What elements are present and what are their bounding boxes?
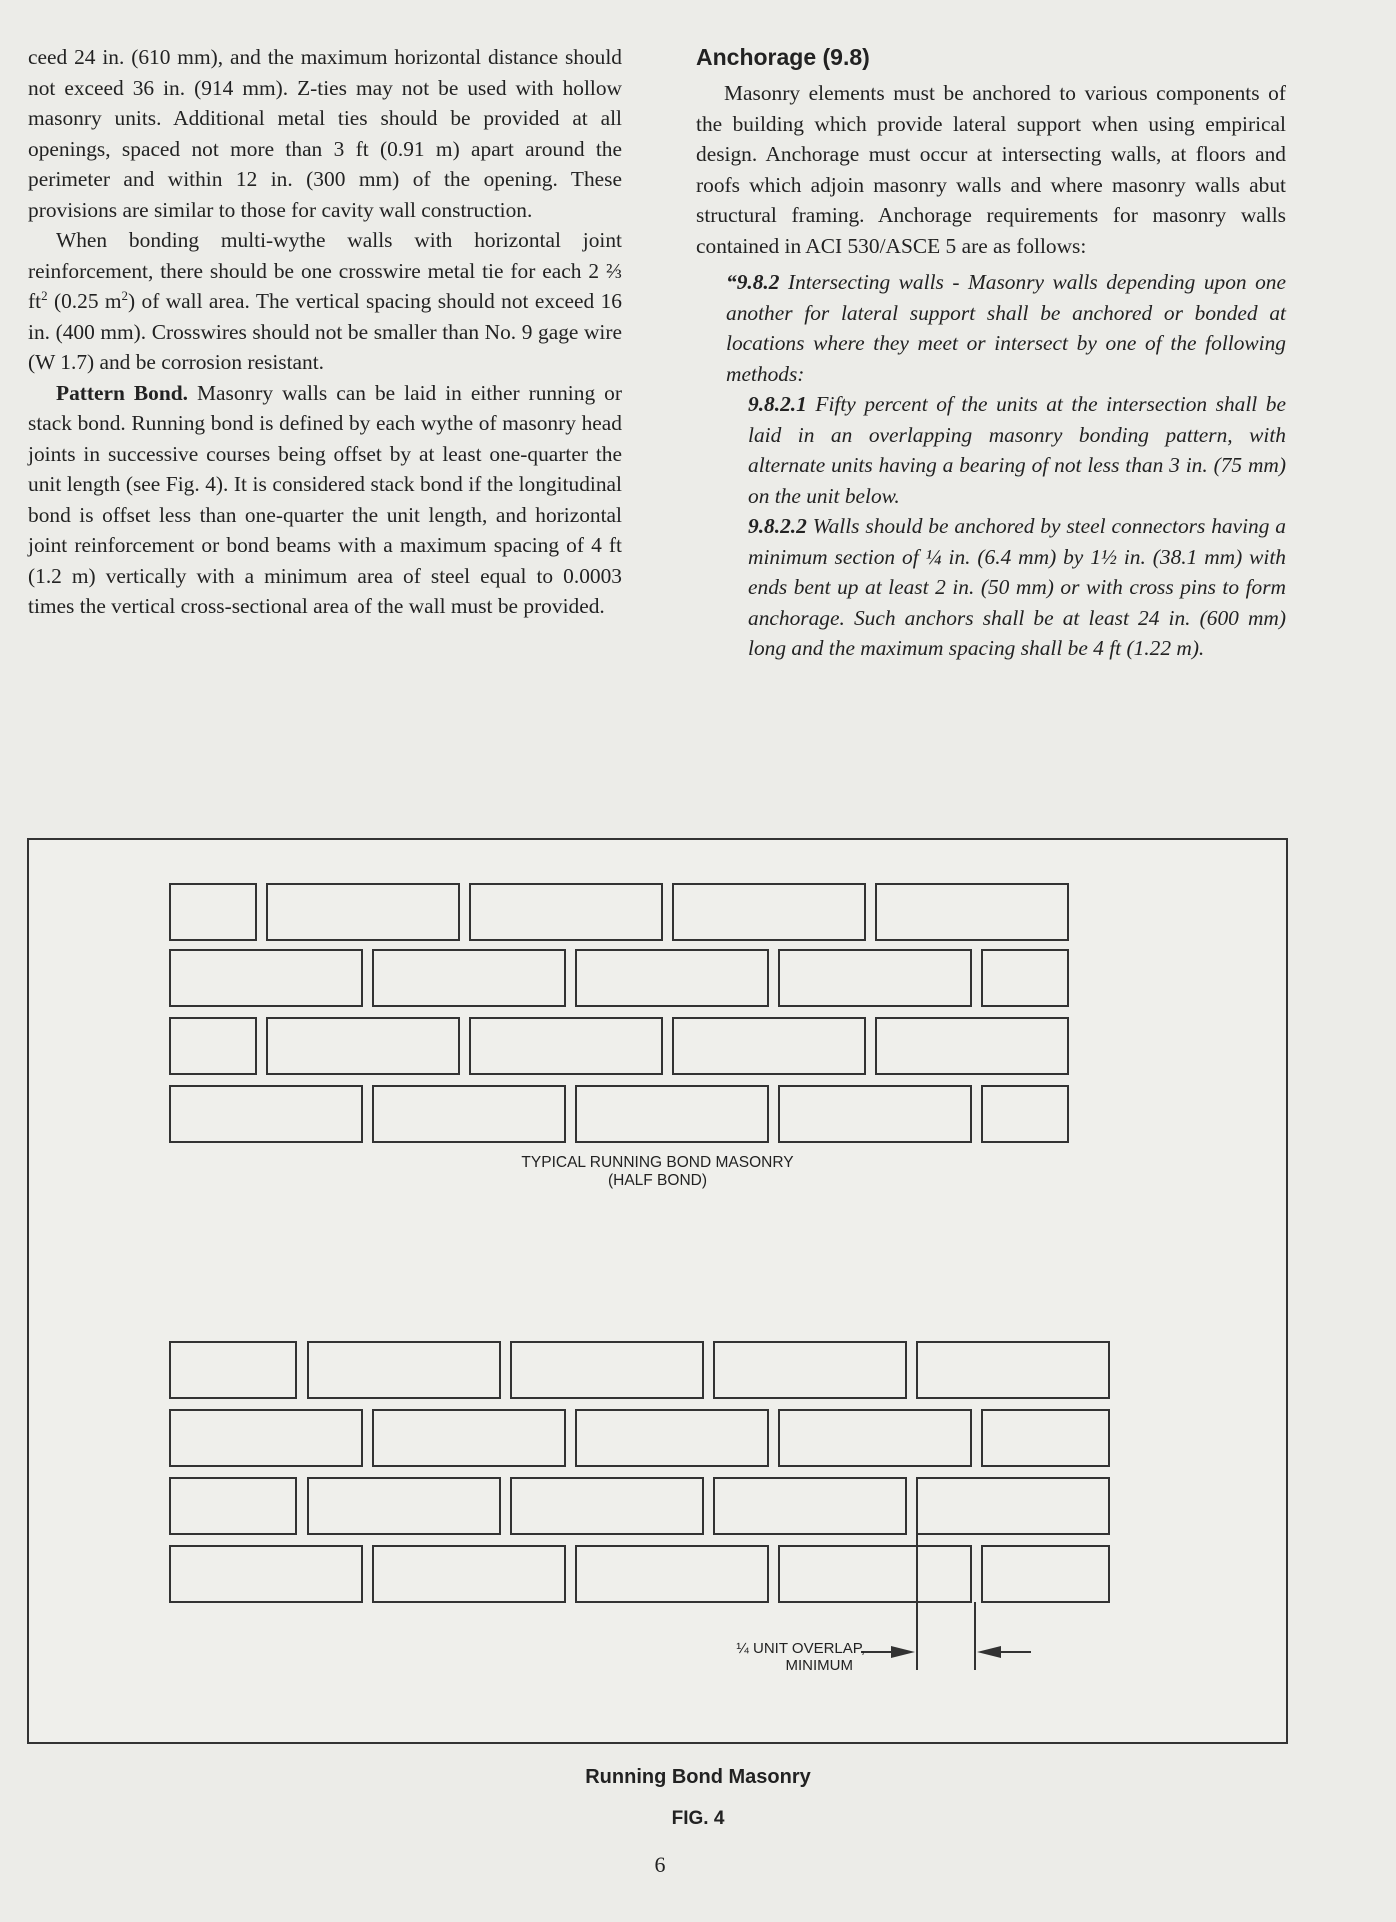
figure-title: Running Bond Masonry: [585, 1766, 811, 1788]
figure-caption-top: TYPICAL RUNNING BOND MASONRY (HALF BOND): [521, 1154, 794, 1189]
run-in-heading: Pattern Bond.: [56, 380, 189, 405]
page-number: 6: [654, 1852, 666, 1877]
figure-frame: [27, 838, 1288, 1744]
right-column: [696, 42, 1286, 664]
figure-label: FIG. 4: [671, 1808, 725, 1829]
paragraph-joint-reinforcement: When bonding multi-wythe walls with horizontal joint reinforcement, there should be one crosswire metal tie for each 2 ⅔ $ft^2$ (0.25 $m^2$) of wall area. The vertical spacing should not exceed 16 in. (400 mm). Crosswires should not be smaller than No. 9 gage wire (W 1.7) and be corrosion resistant.: [28, 228, 622, 374]
quote-9-8-2-1: 9.8.2.1 Fifty percent of the units at the intersection shall be laid in an overlapping masonry bonding pattern, with alternate units having a bearing of not less than 3 in. (75 mm) on the unit below.: [748, 392, 1286, 508]
paragraph-anchorage: Masonry elements must be anchored to various components of the building which provide lateral support when using empirical design. Anchorage must occur at intersecting walls, at floors and roofs which adjoin masonry walls and where masonry walls abut structural framing. Anchorage requirements for masonry walls contained in ACI 530/ASCE 5 are as follows:: [696, 81, 1286, 258]
paragraph-ties: ceed 24 in. (610 mm), and the maximum horizontal distance should not exceed 36 in. (914 mm). Z-ties may not be used with hollow masonry units. Additional metal ties should be provided at all openings, spaced not more than 3 ft (0.91 m) apart around the perimeter and within 12 in. (300 mm) of the opening. These provisions are similar to those for cavity wall construction.: [28, 45, 622, 222]
quarter-bond-wall: [170, 1342, 1109, 1602]
left-column: [28, 42, 622, 622]
arrowhead-right: [977, 1646, 1001, 1658]
section-heading-anchorage: Anchorage (9.8): [696, 44, 870, 70]
quote-9-8-2-2: 9.8.2.2 Walls should be anchored by steel connectors having a minimum section of ¼ in. (6.4 mm) by 1½ in. (38.1 mm) with ends bent up at least 2 in. (50 mm) or with cross pins to form anchorage. Such anchors shall be at least 24 in. (600 mm) long and the maximum spacing shall be 4 ft (1.22 m).: [748, 514, 1286, 660]
overlap-label: ¼ UNIT OVERLAP, MINIMUM: [736, 1640, 865, 1674]
quote-9-8-2: “9.8.2 Intersecting walls - Masonry walls depending upon one another for lateral support shall be anchored or bonded at locations where they meet or intersect by one of the following methods:: [726, 270, 1286, 386]
paragraph-pattern-bond: Pattern Bond. Masonry walls can be laid in either running or stack bond. Running bond is defined by each wythe of masonry head joints in successive courses being offset by at least one-quarter the unit length (see Fig. 4). It is considered stack bond if the longitudinal bond is offset less than one-quarter the unit length, and horizontal joint reinforcement or bond beams with a maximum spacing of 4 ft (1.2 m) vertically with a minimum area of steel equal to 0.0003 times the vertical cross-sectional area of the wall must be provided.: [28, 380, 622, 618]
half-bond-wall: [170, 884, 1068, 1142]
running-bond-diagram: [29, 840, 1286, 1742]
arrowhead-left: [891, 1646, 915, 1658]
